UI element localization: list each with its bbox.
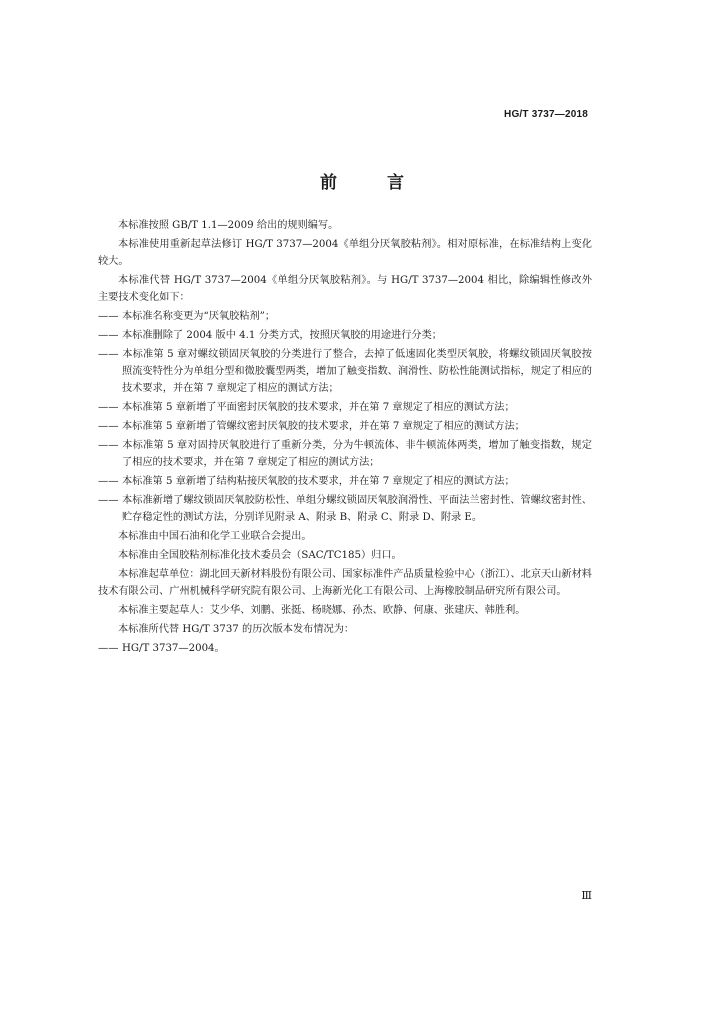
list-item [98,437,592,471]
paragraph: 本标准起草单位：湖北回天新材料股份有限公司、国家标准件产品质量检验中心（浙江）、北京天山新材料技术有限公司、广州机械科学研究院有限公司、上海新光化工有限公司、上海橡胶制品研究所有限公司。 [98,569,592,597]
paragraph: 本标准由全国胶粘剂标准化技术委员会（SAC/TC185）归口。 [118,550,402,561]
list-item [98,418,592,435]
paragraph: 本标准主要起草人：艾少华、刘鹏、张挺、杨晓娜、孙杰、欧静、何康、张建庆、韩胜利。 [118,605,526,616]
paragraph: 本标准所代替 HG/T 3737 的历次版本发布情况为： [118,624,355,635]
list-item-text: 本标准删除了 2004 版中 4.1 分类方式，按照厌氧胶的用途进行分类； [122,330,442,341]
list-item [98,346,592,397]
page-title: 前 言 [320,173,426,193]
dash-marker: —— [98,440,119,451]
list-item-text: 本标准名称变更为“厌氧胶粘剂”； [122,311,276,322]
list-item-text: 本标准第 5 章新增了平面密封厌氧胶的技术要求，并在第 7 章规定了相应的测试方法； [122,402,515,413]
list-item [98,308,592,325]
list-item-text: 本标准第 5 章新增了结构粘接厌氧胶的技术要求，并在第 7 章规定了相应的测试方法； [122,476,515,487]
dash-marker: —— [98,495,119,506]
dash-marker: —— [98,476,119,487]
list-item [98,640,592,657]
dash-marker: —— [98,330,119,341]
dash-marker: —— [98,421,119,432]
standard-code: HG/T 3737—2018 [504,109,588,120]
list-item [98,327,592,344]
paragraph: 本标准代替 HG/T 3737—2004《单组分厌氧胶粘剂》。与 HG/T 3737—2004 相比，除编辑性修改外主要技术变化如下： [98,275,592,303]
list-item-text: 本标准第 5 章对固持厌氧胶进行了重新分类，分为牛顿流体、非牛顿流体两类，增加了触变指数，规定了相应的技术要求，并在第 7 章规定了相应的测试方法； [122,440,592,468]
list-item-text: HG/T 3737—2004。 [122,643,225,654]
list-item-text: 本标准新增了螺纹锁固厌氧胶防松性、单组分螺纹锁固厌氧胶润滑性、平面法兰密封性、管螺纹密封性、贮存稳定性的测试方法，分别详见附录 A、附录 B、附录 C、附录 D、附录 E。 [122,495,592,523]
list-item [98,492,592,526]
page-number: Ⅲ [581,889,593,902]
list-item [98,399,592,416]
paragraph: 本标准按照 GB/T 1.1—2009 给出的规则编写。 [118,220,339,231]
dash-marker: —— [98,349,119,360]
list-item [98,473,592,490]
paragraph: 本标准由中国石油和化学工业联合会提出。 [118,531,312,542]
paragraph: 本标准使用重新起草法修订 HG/T 3737—2004《单组分厌氧胶粘剂》。相对原标准，在标准结构上变化较大。 [98,239,592,267]
dash-marker: —— [98,311,119,322]
dash-marker: —— [98,402,119,413]
dash-marker: —— [98,643,119,654]
list-item-text: 本标准第 5 章对螺纹锁固厌氧胶的分类进行了整合，去掉了低速固化类型厌氧胶，将螺纹锁固厌氧胶按照流变特性分为单组分型和微胶囊型两类，增加了触变指数、润滑性、防松性能测试指标，规定了相应的技术要求，并在第 7 章规定了相应的测试方法； [122,349,592,394]
list-item-text: 本标准第 5 章新增了管螺纹密封厌氧胶的技术要求，并在第 7 章规定了相应的测试方法； [122,421,525,432]
foreword-body [98,217,592,659]
